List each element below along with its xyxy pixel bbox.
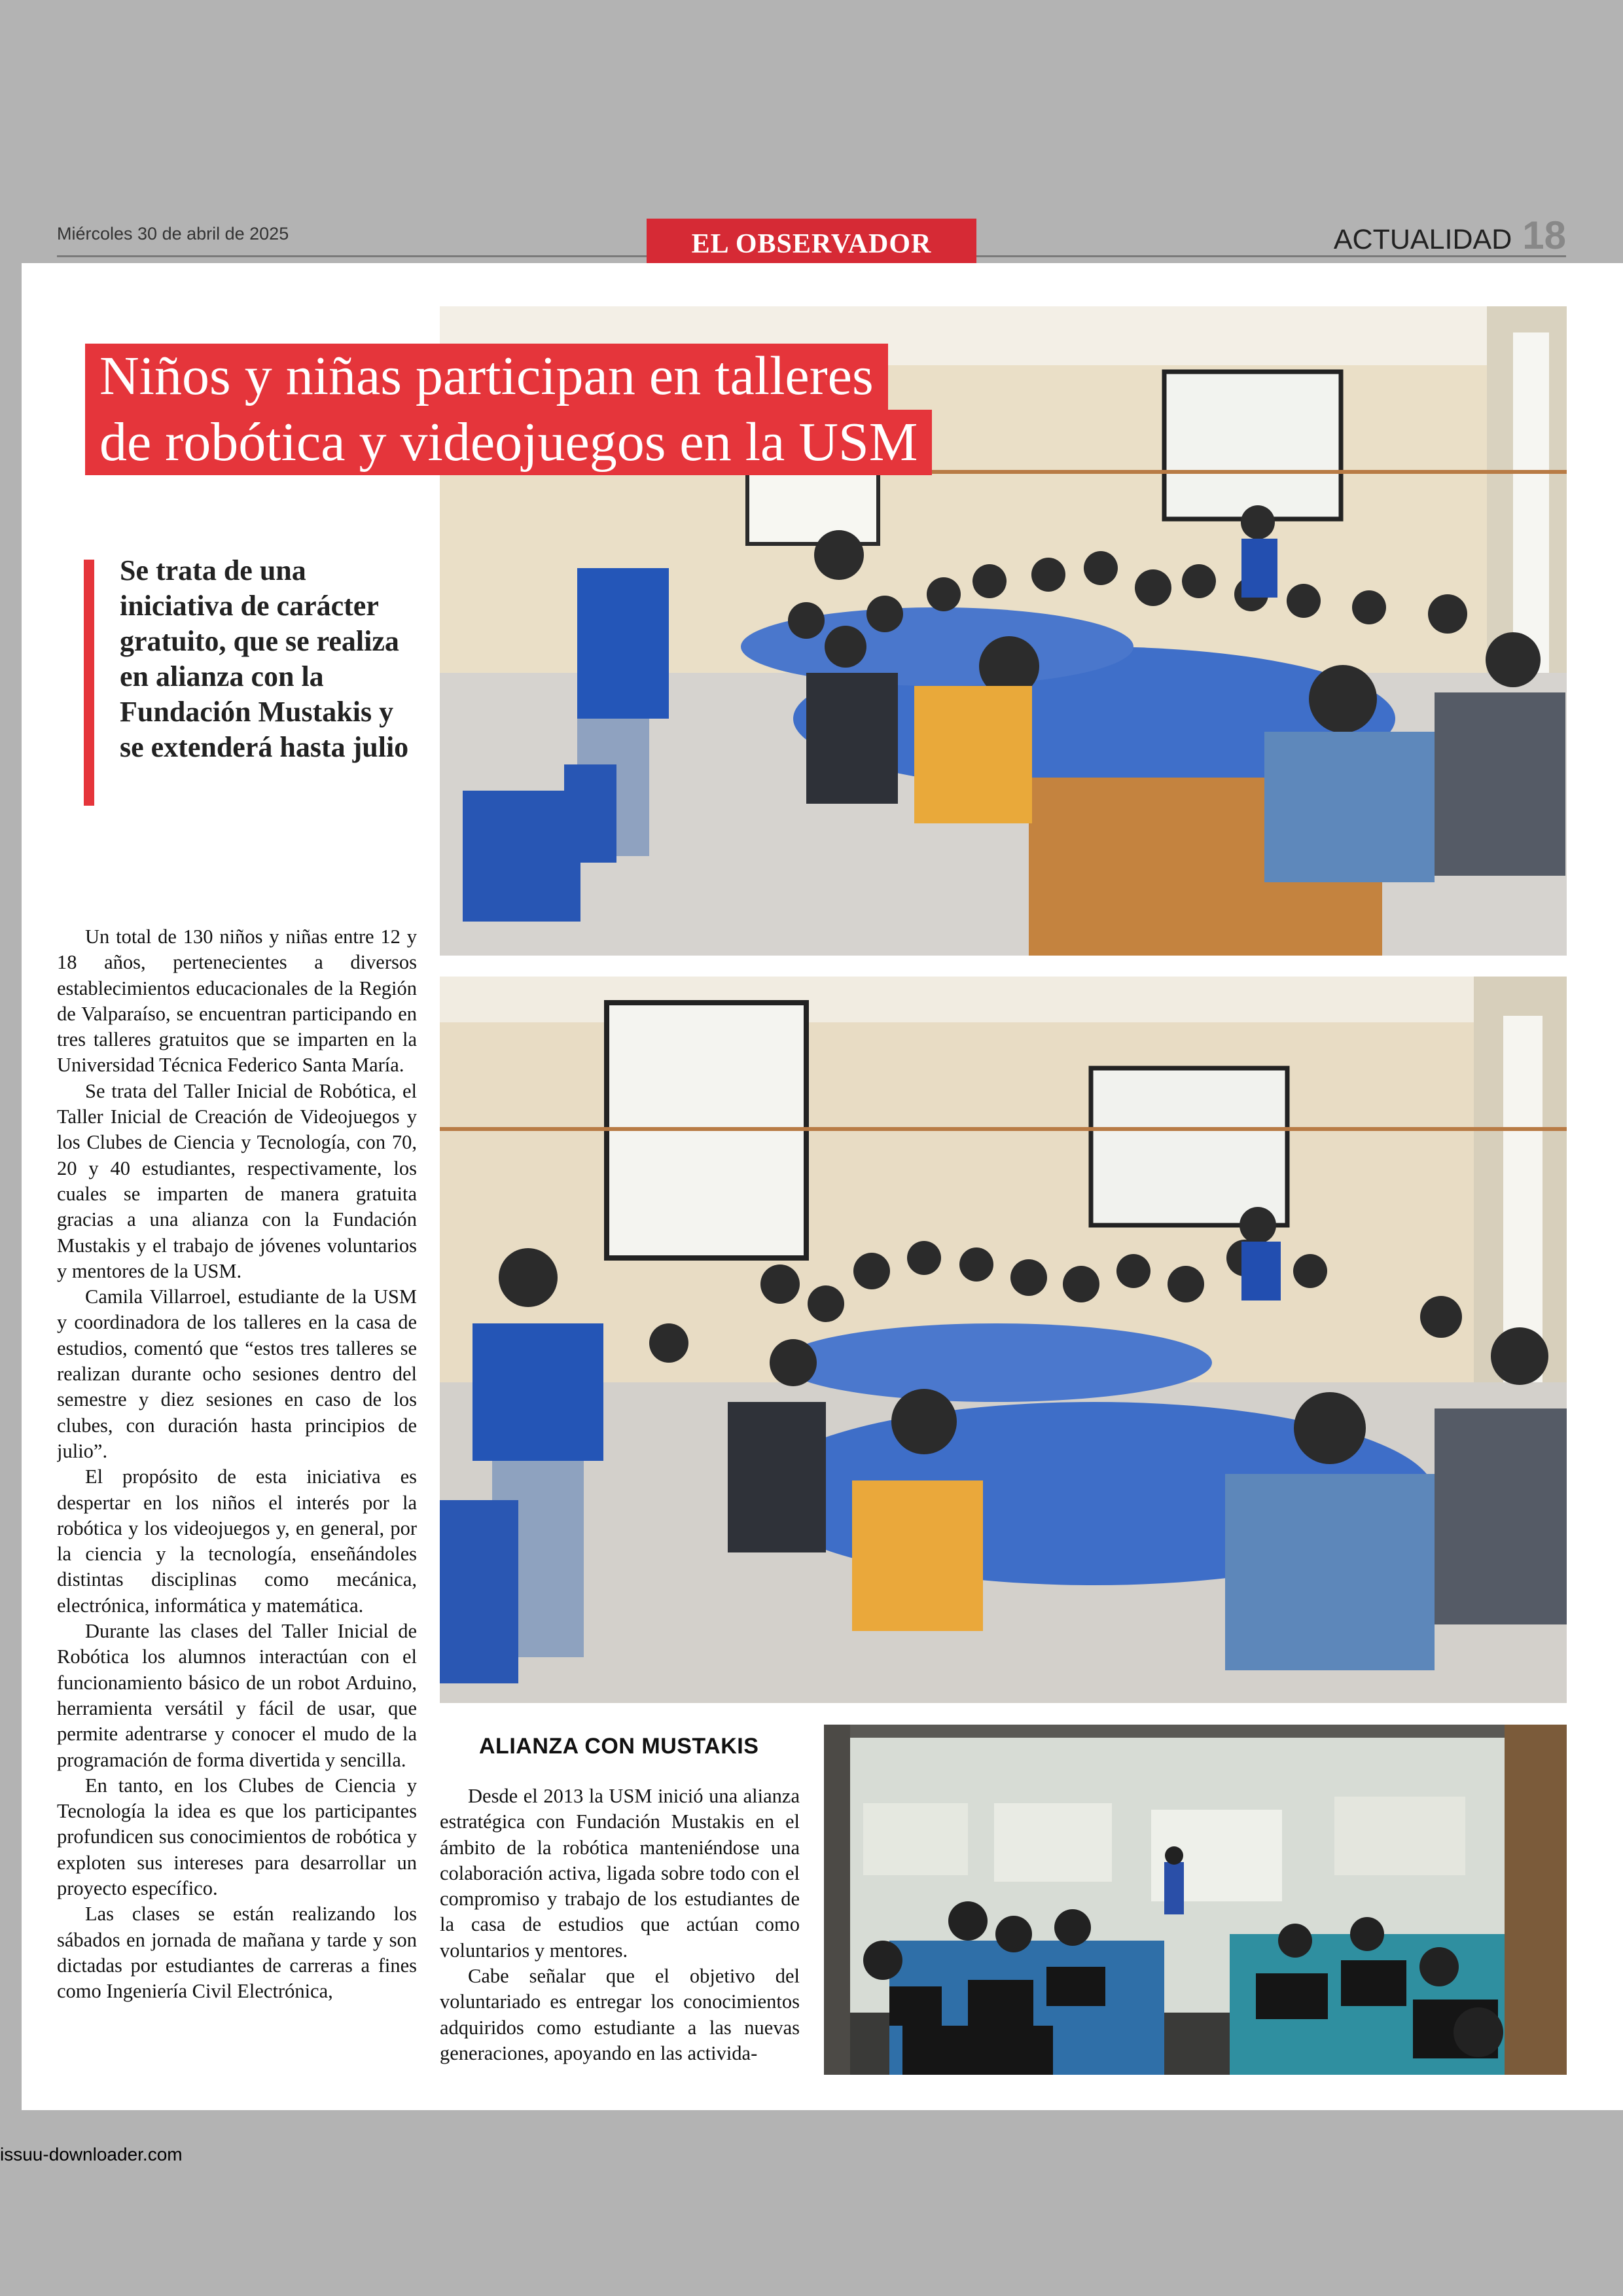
paragraph: Camila Villarroel, estudiante de la USM y coordinadora de los talleres en la casa de estudios, comentó que “estos tres talleres se realizan durante ocho sesiones dentro del semestre y diez sesiones en caso de los clubes, con duración hasta principios de julio”. (57, 1285, 417, 1462)
paragraph: Un total de 130 niños y niñas entre 12 y 18 años, pertenecientes a diversos establecimientos educacionales de la Región de Valparaíso, se encuentran participando en tres talleres gratuitos que se imparten en la Universidad Técnica Federico Santa María. (57, 925, 417, 1077)
paragraph: En tanto, en los Clubes de Ciencia y Tecnología la idea es que los participantes profundicen sus conocimientos de robótica y exploten sus intereses para desarrollar un proyecto específico. (57, 1774, 417, 1899)
classroom-photo-2 (440, 977, 1567, 1703)
section-name: ACTUALIDAD (1333, 224, 1512, 255)
issue-date: Miércoles 30 de abril de 2025 (57, 224, 289, 243)
paragraph: Desde el 2013 la USM inició una alianza estratégica con Fundación Mustakis en el ámbito de la robótica manteniéndose una colaboración activa, ligada sobre todo con el compromiso y trabajo de los estudiantes de la casa de estudios que actúan como voluntarios y mentores. (440, 1785, 800, 1962)
watermark-footer: issuu-downloader.com (0, 2144, 183, 2164)
pull-quote: Se trata de una iniciativa de carácter gratuito, que se realiza en alianza con la Fundación Mustakis y se extenderá hasta julio (120, 554, 409, 763)
paragraph: Durante las clases del Taller Inicial de Robótica los alumnos interactúan con el funcionamiento básico de un robot Arduino, herramienta versátil y fácil de usar, que permite adentrarse y conocer el mudo de la programación de forma divertida y sencilla. (57, 1620, 417, 1771)
headline-line-1: Niños y niñas participan en talleres (85, 344, 888, 414)
masthead-title: EL OBSERVADOR (691, 229, 932, 259)
paragraph: Las clases se están realizando los sábados en jornada de mañana y tarde y son dictadas por estudiantes de carreras a fines como Ingeniería Civil Electrónica, (57, 1903, 417, 2003)
page-number: 18 (1522, 213, 1566, 257)
paragraph: El propósito de esta iniciativa es despertar en los niños el interés por la robótica y los videojuegos y, en general, por la ciencia y la tecnología, enseñándoles distintas disciplinas como mecánica, electrónica, informática y matemática. (57, 1465, 417, 1617)
paragraph: Se trata del Taller Inicial de Robótica, el Taller Inicial de Creación de Videojuegos y los Clubes de Ciencia y Tecnología, con 70, 20 y 40 estudiantes, respectivamente, los cuales se imparten de manera gratuita gracias a una alianza con la Fundación Mustakis y el trabajo de jóvenes voluntarios y mentores de la USM. (57, 1079, 417, 1282)
article-column-1 (57, 924, 417, 2079)
article-column-2 (440, 1784, 800, 2075)
pull-quote-bar (84, 560, 94, 806)
computer-lab-photo (824, 1725, 1567, 2075)
section-label (1334, 213, 1566, 258)
subheading: ALIANZA CON MUSTAKIS (479, 1734, 759, 1759)
paragraph: Cabe señalar que el objetivo del voluntariado es entregar los conocimientos adquiridos como estudiante a las nuevas generaciones, apoyando en las activida- (440, 1965, 800, 2064)
headline-line-2: de robótica y videojuegos en la USM (85, 410, 932, 475)
masthead (647, 219, 976, 270)
